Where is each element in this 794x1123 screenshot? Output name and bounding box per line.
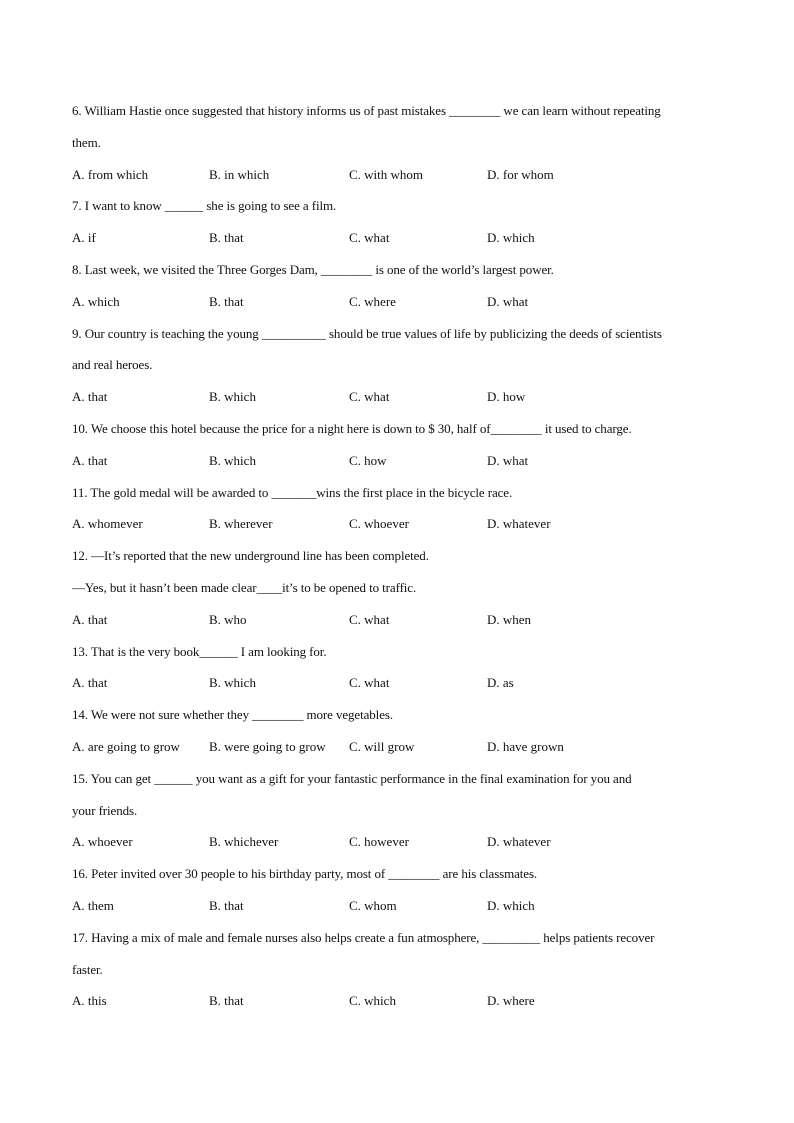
- option-a: A. that: [72, 452, 108, 468]
- option-b: B. who: [209, 611, 247, 627]
- option-d: D. what: [487, 452, 529, 468]
- question-stem-line: —Yes, but it hasn’t been made clear____it’s to be opened to traffic.: [72, 579, 417, 595]
- option-a: A. that: [72, 675, 108, 691]
- question-stem-line: faster.: [72, 961, 103, 977]
- question-stem-line: your friends.: [72, 802, 138, 818]
- options-row: [72, 286, 727, 318]
- question-stem-line: 6. William Hastie once suggested that history informs us of past mistakes ________ we can learn without repeating: [72, 103, 661, 118]
- option-b: B. were going to grow: [209, 738, 326, 754]
- options-row: [72, 667, 727, 699]
- option-b: B. that: [209, 230, 244, 246]
- option-d: D. which: [487, 897, 535, 913]
- question-stem-line: 16. Peter invited over 30 people to his birthday party, most of ________ are his classmates.: [72, 866, 538, 882]
- question-stem-line: 15. You can get ______ you want as a gift for your fantastic performance in the final examination for you and: [72, 770, 632, 786]
- options-row: [72, 508, 727, 540]
- question-stem-line: 14. We were not sure whether they ________ more vegetables.: [72, 707, 393, 723]
- option-c: C. whom: [349, 897, 397, 913]
- option-a: A. if: [72, 230, 96, 246]
- option-c: C. will grow: [349, 738, 415, 754]
- options-row: [72, 826, 727, 858]
- options-row: [72, 381, 727, 413]
- option-b: B. which: [209, 389, 256, 405]
- question-item: [72, 477, 727, 541]
- option-c: C. what: [349, 611, 390, 627]
- option-c: C. with whom: [349, 166, 424, 182]
- question-item: [72, 699, 727, 763]
- question-stem-line: 17. Having a mix of male and female nurses also helps create a fun atmosphere, _________ helps patients recover: [72, 929, 655, 945]
- option-a: A. them: [72, 897, 114, 913]
- option-d: D. how: [487, 389, 526, 405]
- options-row: [72, 604, 727, 636]
- option-c: C. where: [349, 293, 396, 309]
- option-c: C. however: [349, 834, 409, 850]
- question-stem-line: 7. I want to know ______ she is going to see a film.: [72, 198, 337, 214]
- option-a: A. from which: [72, 166, 149, 182]
- option-b: B. which: [209, 452, 256, 468]
- option-d: D. whatever: [487, 516, 551, 532]
- question-stem-line: them.: [72, 134, 101, 150]
- option-b: B. wherever: [209, 516, 273, 532]
- question-item: [72, 763, 727, 858]
- options-row: [72, 985, 727, 1017]
- option-d: D. for whom: [487, 166, 554, 182]
- option-d: D. as: [487, 675, 514, 691]
- question-item: [72, 318, 727, 413]
- option-b: B. whichever: [209, 834, 279, 850]
- option-a: A. this: [72, 993, 107, 1009]
- option-d: D. where: [487, 993, 535, 1009]
- worksheet-page: [72, 95, 727, 1017]
- option-d: D. what: [487, 293, 529, 309]
- question-item: [72, 95, 727, 190]
- option-c: C. how: [349, 452, 387, 468]
- option-a: A. which: [72, 293, 120, 309]
- question-stem-line: 10. We choose this hotel because the price for a night here is down to $ 30, half of________ it used to charge.: [72, 420, 632, 436]
- option-b: B. that: [209, 293, 244, 309]
- option-c: C. what: [349, 675, 390, 691]
- question-item: [72, 190, 727, 254]
- question-stem-line: 11. The gold medal will be awarded to _______wins the first place in the bicycle race.: [72, 484, 513, 500]
- options-row: [72, 222, 727, 254]
- option-a: A. that: [72, 389, 108, 405]
- option-c: C. which: [349, 993, 396, 1009]
- option-b: B. which: [209, 675, 256, 691]
- option-b: B. in which: [209, 166, 270, 182]
- option-a: A. are going to grow: [72, 738, 180, 754]
- option-b: B. that: [209, 993, 244, 1009]
- question-stem-line: 9. Our country is teaching the young __________ should be true values of life by publicizing the deeds of scientists: [72, 325, 662, 341]
- question-stem-line: 8. Last week, we visited the Three Gorges Dam, ________ is one of the world’s largest power.: [72, 261, 554, 277]
- option-a: A. that: [72, 611, 108, 627]
- options-row: [72, 731, 727, 763]
- question-item: [72, 540, 727, 635]
- option-b: B. that: [209, 897, 244, 913]
- option-d: D. when: [487, 611, 532, 627]
- option-a: A. whoever: [72, 834, 133, 850]
- question-item: [72, 922, 727, 1017]
- option-c: C. what: [349, 230, 390, 246]
- question-item: [72, 254, 727, 318]
- question-item: [72, 858, 727, 922]
- option-a: A. whomever: [72, 516, 143, 532]
- option-d: D. whatever: [487, 834, 551, 850]
- options-row: [72, 890, 727, 922]
- question-stem-line: 12. —It’s reported that the new underground line has been completed.: [72, 548, 429, 564]
- option-d: D. have grown: [487, 738, 564, 754]
- question-stem-line: and real heroes.: [72, 357, 153, 373]
- option-d: D. which: [487, 230, 535, 246]
- question-item: [72, 636, 727, 700]
- options-row: [72, 445, 727, 477]
- option-c: C. what: [349, 389, 390, 405]
- option-c: C. whoever: [349, 516, 409, 532]
- question-item: [72, 413, 727, 477]
- question-stem-line: 13. That is the very book______ I am looking for.: [72, 643, 327, 659]
- options-row: [72, 159, 727, 191]
